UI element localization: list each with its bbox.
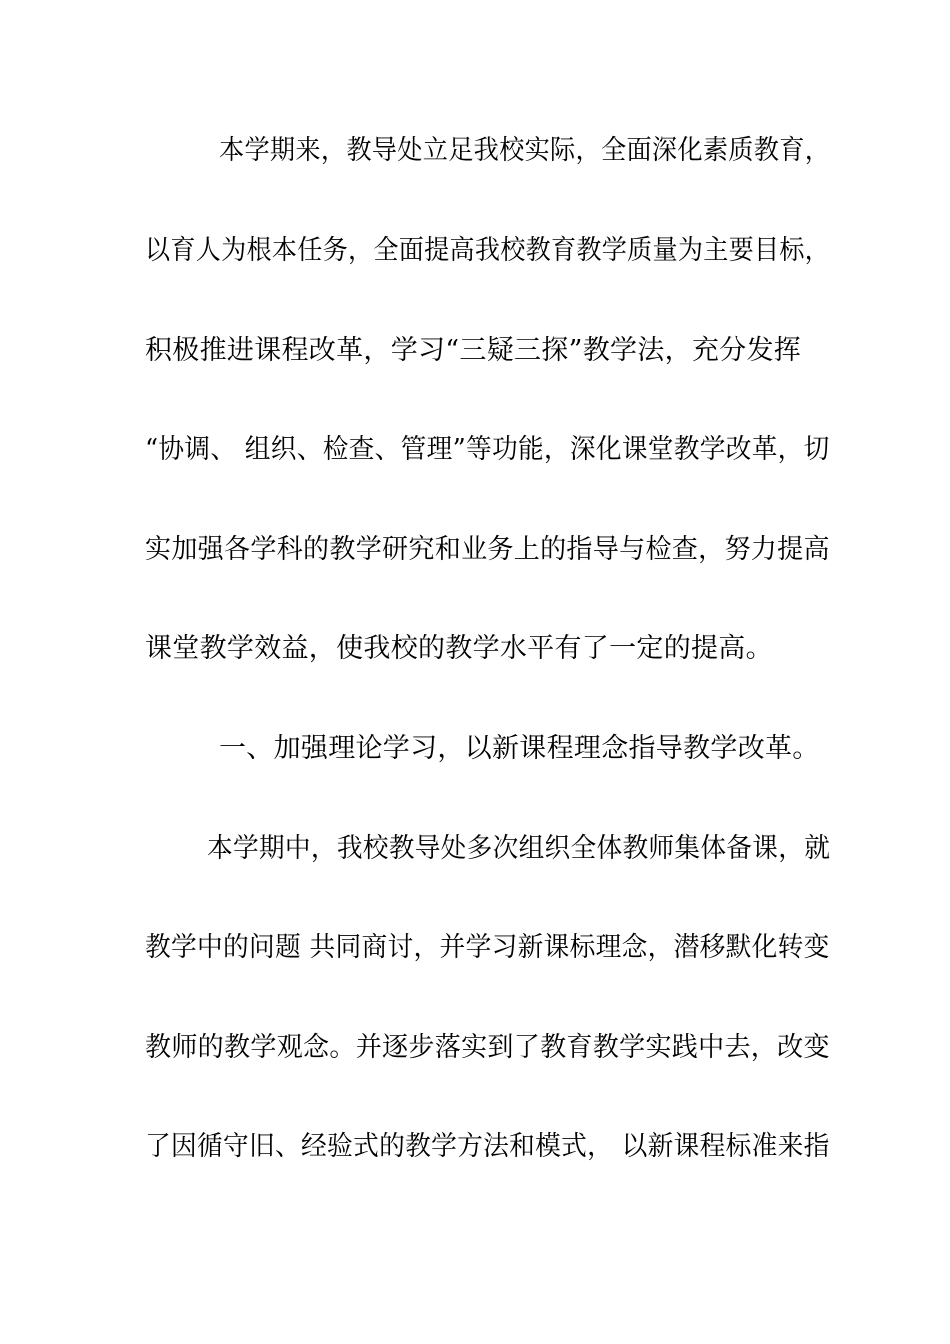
paragraph-2-line-1: 本学期中，我校教导处多次组织全体教师集体备课，就 — [207, 833, 831, 864]
paragraph-1-line-2: 以育人为根本任务，全面提高我校教育教学质量为主要目标， — [145, 235, 831, 266]
paragraph-1-line-4: “协调、 组织、检查、管理”等功能，深化课堂教学改革，切 — [145, 434, 830, 465]
section-heading: 一、加强理论学习，以新课程理念指导教学改革。 — [219, 733, 820, 764]
paragraph-2-line-2: 教学中的问题 共同商讨，并学习新课标理念，潜移默化转变 — [145, 932, 830, 963]
paragraph-1-line-1: 本学期来，教导处立足我校实际，全面深化素质教育， — [219, 135, 831, 166]
paragraph-1-line-6: 课堂教学效益，使我校的教学水平有了一定的提高。 — [145, 633, 773, 664]
paragraph-2-line-4: 了因循守旧、经验式的教学方法和模式， 以新课程标准来指 — [145, 1131, 830, 1162]
paragraph-1-line-3: 积极推进课程改革，学习“三疑三探”教学法，充分发挥 — [145, 335, 802, 366]
paragraph-1-line-5: 实加强各学科的教学研究和业务上的指导与检查，努力提高 — [145, 534, 830, 565]
paragraph-2-line-3: 教师的教学观念。并逐步落实到了教育教学实践中去，改变 — [145, 1032, 830, 1063]
